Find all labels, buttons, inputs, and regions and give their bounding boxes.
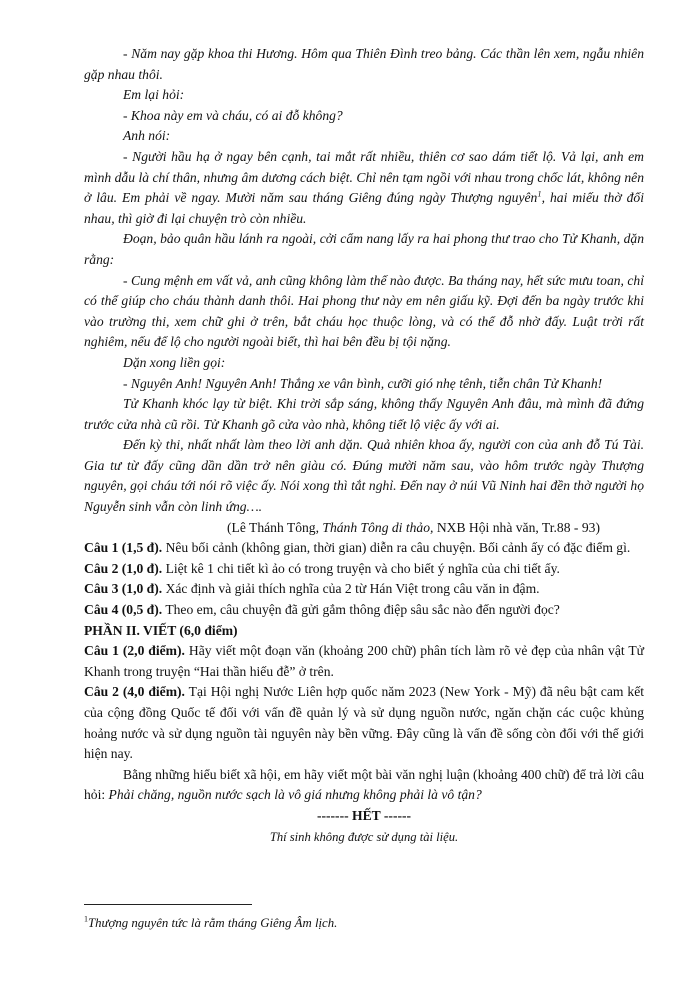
footnote-ref: 1	[537, 188, 542, 199]
story-text: , hai miếu thờ đối nhau, thì giờ đi lại chuyện trò còn nhiều.	[84, 190, 644, 226]
question-text: Bằng những hiểu biết xã hội, em hãy viết một bài văn nghị luận (khoảng 400 chữ) để trả lời câu hỏi:	[84, 766, 644, 803]
question-text: Theo em, câu chuyện đã gửi gắm thông điệp sâu sắc nào đến người đọc?	[162, 602, 560, 618]
story-paragraph: Em lại hỏi:	[123, 87, 185, 103]
end-mark: ------- HẾT ------	[316, 807, 412, 823]
story-paragraph: - Năm nay gặp khoa thi Hương. Hôm qua Thiên Đình treo bảng. Các thần lên xem, ngẫu nhiên gặp nhau thôi.	[84, 46, 644, 82]
question-label: Câu 2 (1,0 đ).	[84, 560, 163, 576]
source-title: Thánh Tông di thảo,	[322, 519, 434, 535]
writing-question-2-cont	[84, 765, 644, 806]
footnote-divider	[84, 904, 252, 905]
source-rest: NXB Hội nhà văn, Tr.88 - 93)	[433, 519, 600, 535]
story-paragraph: Đoạn, bảo quân hầu lánh ra ngoài, cởi cẩm nang lấy ra hai phong thư trao cho Tử Khanh, dặn rằng:	[84, 231, 644, 267]
story-paragraph: Tử Khanh khóc lạy từ biệt. Khi trời sắp sáng, không thấy Nguyên Anh đâu, mà mình đã đứng trước cửa nhà cũ rồi. Tử Khanh gõ cửa vào nhà, không tiết lộ việc ấy với ai.	[84, 396, 644, 432]
footnote	[84, 914, 644, 932]
question-text: Hãy viết một đoạn văn (khoảng 200 chữ) phân tích làm rõ vẻ đẹp của nhân vật Tử Khanh trong truyện “Hai thần hiếu đễ” ở trên.	[84, 643, 645, 679]
question-label: Câu 3 (1,0 đ).	[84, 581, 163, 597]
question-4	[84, 600, 644, 621]
question-1	[84, 538, 644, 559]
story-paragraph: - Khoa này em và cháu, có ai đỗ không?	[123, 107, 343, 123]
story-text: - Người hầu hạ ở ngay bên cạnh, tai mắt rất nhiều, thiên cơ sao dám tiết lộ. Vả lại, anh em mình dẫu là chí thân, nhưng âm dương cách biệt. Chỉ nên tạm ngồi với nhau trong chốc lát, không nên ở lâu. Em phải về ngay. Mười năm sau tháng Giêng đúng ngày Thượng nguyên	[84, 148, 644, 206]
writing-question-2	[84, 682, 644, 764]
question-3	[84, 579, 644, 600]
story-paragraph	[84, 147, 644, 229]
question-text: Tại Hội nghị Nước Liên hợp quốc năm 2023 (New York - Mỹ) đã nêu bật cam kết của cộng đồng Quốc tế đối với vấn đề quản lý và sử dụng nguồn nước, ngăn chặn các cuộc khủng hoảng nước và sử dụng nguồn tài nguyên này bền vững. Đây cũng là vấn đề sống còn đối với thế giới hiện nay.	[84, 684, 645, 762]
question-label: Câu 1 (2,0 điểm).	[84, 643, 185, 659]
question-text: Nêu bối cảnh (không gian, thời gian) diễn ra câu chuyện. Bối cảnh ấy có đặc điểm gì.	[162, 540, 631, 556]
exam-page	[84, 44, 644, 847]
question-label: Câu 1 (1,5 đ).	[84, 540, 163, 556]
footnote-text: Thượng nguyên tức là rằm tháng Giêng Âm lịch.	[88, 916, 338, 930]
writing-question-1	[84, 641, 644, 682]
story-paragraph: Dặn xong liền gọi:	[123, 354, 226, 370]
source-author: (Lê Thánh Tông,	[227, 519, 323, 535]
question-quote: Phải chăng, nguồn nước sạch là vô giá nhưng không phải là vô tận?	[108, 787, 482, 803]
question-label: Câu 2 (4,0 điểm).	[84, 684, 185, 700]
section-heading: PHẦN II. VIẾT (6,0 điểm)	[84, 622, 238, 638]
source-citation	[84, 518, 644, 539]
story-paragraph: Anh nói:	[123, 128, 171, 144]
question-2	[84, 559, 644, 580]
story-paragraph: Đến kỳ thi, nhất nhất làm theo lời anh dặn. Quả nhiên khoa ấy, người con của anh đỗ Tú Tài. Gia tư từ đấy cũng dần dần trở nên giàu có. Đúng mười năm sau, vào hôm trước ngày Thượng nguyên, gọi cháu tới nói rõ việc ấy. Nói xong thì tắt nghỉ. Đến nay ở núi Vũ Ninh hai đền thờ người họ Nguyễn sinh vẫn còn linh ứng….	[84, 437, 644, 515]
story-paragraph: - Cung mệnh em vất vả, anh cũng không làm thế nào được. Ba tháng nay, hết sức mưu toan, chỉ có thể giúp cho cháu thành danh thôi. Hai phong thư này em nên giấu kỹ. Đợi đến ba ngày trước khi vào trường thi, xem chữ ghi ở trên, bắt cháu học thuộc lòng, và có thể đỗ nhờ đấy. Luật trời rất nghiêm, nếu để lộ cho người ngoài biết, thì hai bên đều bị tội nặng.	[84, 272, 644, 350]
question-text: Liệt kê 1 chi tiết kì ảo có trong truyện và cho biết ý nghĩa của chi tiết ấy.	[162, 560, 560, 576]
question-text: Xác định và giải thích nghĩa của 2 từ Hán Việt trong câu văn in đậm.	[162, 581, 540, 597]
story-paragraph: - Nguyên Anh! Nguyên Anh! Thắng xe vân bình, cưỡi gió nhẹ tênh, tiễn chân Tử Khanh!	[123, 375, 603, 391]
exam-note: Thí sinh không được sử dụng tài liệu.	[269, 829, 459, 844]
question-label: Câu 4 (0,5 đ).	[84, 602, 163, 618]
footnote-number: 1	[84, 914, 88, 924]
